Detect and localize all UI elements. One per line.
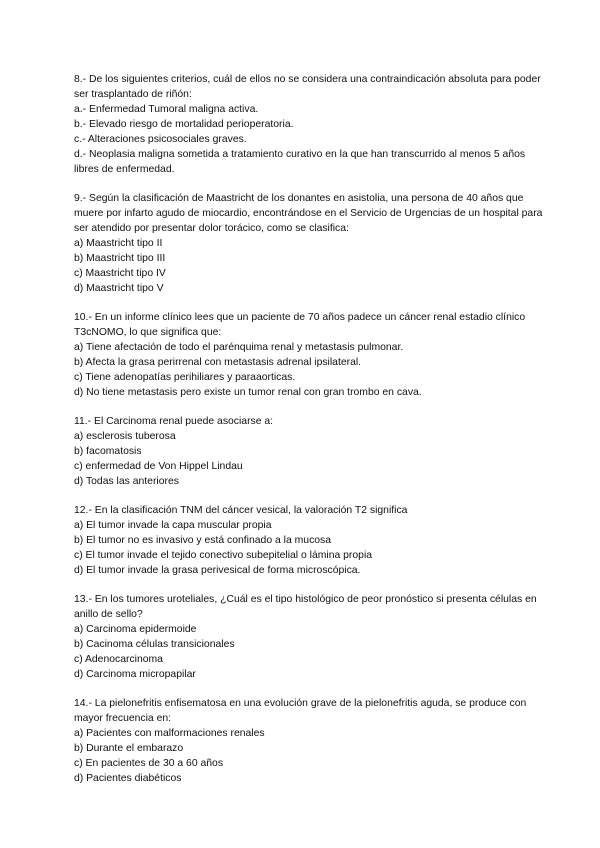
option-a: a) Carcinoma epidermoide bbox=[74, 624, 197, 635]
option-d: d) No tiene metastasis pero existe un tumor renal con gran trombo en cava. bbox=[74, 387, 422, 398]
option-c: c) Tiene adenopatías perihiliares y paraaorticas. bbox=[74, 372, 296, 383]
option-c: c.- Alteraciones psicosociales graves. bbox=[74, 134, 247, 145]
question-text: 10.- En un informe clínico lees que un paciente de 70 años padece un cáncer renal estadio clínico T3cNOMO, lo que significa que: bbox=[74, 312, 526, 338]
option-d: d) Maastricht tipo V bbox=[74, 283, 164, 294]
option-a: a) Maastricht tipo II bbox=[74, 238, 163, 249]
question-text: 8.- De los siguientes criterios, cuál de ellos no se considera una contraindicación absoluta para poder ser trasplantado de riñón: bbox=[74, 74, 541, 100]
option-d: d) Pacientes diabéticos bbox=[74, 773, 182, 784]
option-b: b) Durante el embarazo bbox=[74, 743, 184, 754]
question-14 bbox=[74, 696, 544, 786]
question-9 bbox=[74, 191, 544, 296]
option-a: a) esclerosis tuberosa bbox=[74, 431, 176, 442]
option-b: b) El tumor no es invasivo y está confinado a la mucosa bbox=[74, 535, 332, 546]
option-c: c) El tumor invade el tejido conectivo subepitelial o lámina propia bbox=[74, 550, 373, 561]
question-10 bbox=[74, 310, 544, 400]
question-11 bbox=[74, 414, 544, 489]
option-c: c) Maastricht tipo IV bbox=[74, 268, 166, 279]
option-c: c) enfermedad de Von Hippel Lindau bbox=[74, 461, 243, 472]
option-d: d) Carcinoma micropapilar bbox=[74, 669, 196, 680]
option-d: d.- Neoplasia maligna sometida a tratamiento curativo en la que han transcurrido al menos 5 años libres de enfermedad. bbox=[74, 149, 526, 175]
question-text: 9.- Según la clasificación de Maastricht de los donantes en asistolia, una persona de 40 años que muere por infarto agudo de miocardio, encontrándose en el Servicio de Urgencias de un hospital para ser atendido por presentar dolor torácico, como se clasifica: bbox=[74, 193, 543, 234]
question-12 bbox=[74, 503, 544, 578]
option-c: c) Adenocarcinoma bbox=[74, 654, 163, 665]
question-text: 11.- El Carcinoma renal puede asociarse a: bbox=[74, 416, 274, 427]
option-a: a) Tiene afectación de todo el parénquima renal y metastasis pulmonar. bbox=[74, 342, 404, 353]
document-page bbox=[74, 72, 544, 800]
option-d: d) Todas las anteriores bbox=[74, 476, 179, 487]
option-b: b.- Elevado riesgo de mortalidad perioperatoria. bbox=[74, 119, 294, 130]
question-text: 14.- La pielonefritis enfisematosa en una evolución grave de la pielonefritis aguda, se produce con mayor frecuencia en: bbox=[74, 698, 527, 724]
option-a: a.- Enfermedad Tumoral maligna activa. bbox=[74, 104, 259, 115]
option-b: b) Maastricht tipo III bbox=[74, 253, 166, 264]
option-c: c) En pacientes de 30 a 60 años bbox=[74, 758, 224, 769]
question-13 bbox=[74, 592, 544, 682]
option-b: b) Cacinoma células transicionales bbox=[74, 639, 235, 650]
question-text: 13.- En los tumores uroteliales, ¿Cuál es el tipo histológico de peor pronóstico si presenta células en anillo de sello? bbox=[74, 594, 537, 620]
option-d: d) El tumor invade la grasa perivesical de forma microscópica. bbox=[74, 565, 361, 576]
option-a: a) El tumor invade la capa muscular propia bbox=[74, 520, 272, 531]
question-8 bbox=[74, 72, 544, 177]
option-a: a) Pacientes con malformaciones renales bbox=[74, 728, 265, 739]
question-text: 12.- En la clasificación TNM del cáncer vesical, la valoración T2 significa bbox=[74, 505, 408, 516]
option-b: b) Afecta la grasa perirrenal con metastasis adrenal ipsilateral. bbox=[74, 357, 362, 368]
option-b: b) facomatosis bbox=[74, 446, 142, 457]
